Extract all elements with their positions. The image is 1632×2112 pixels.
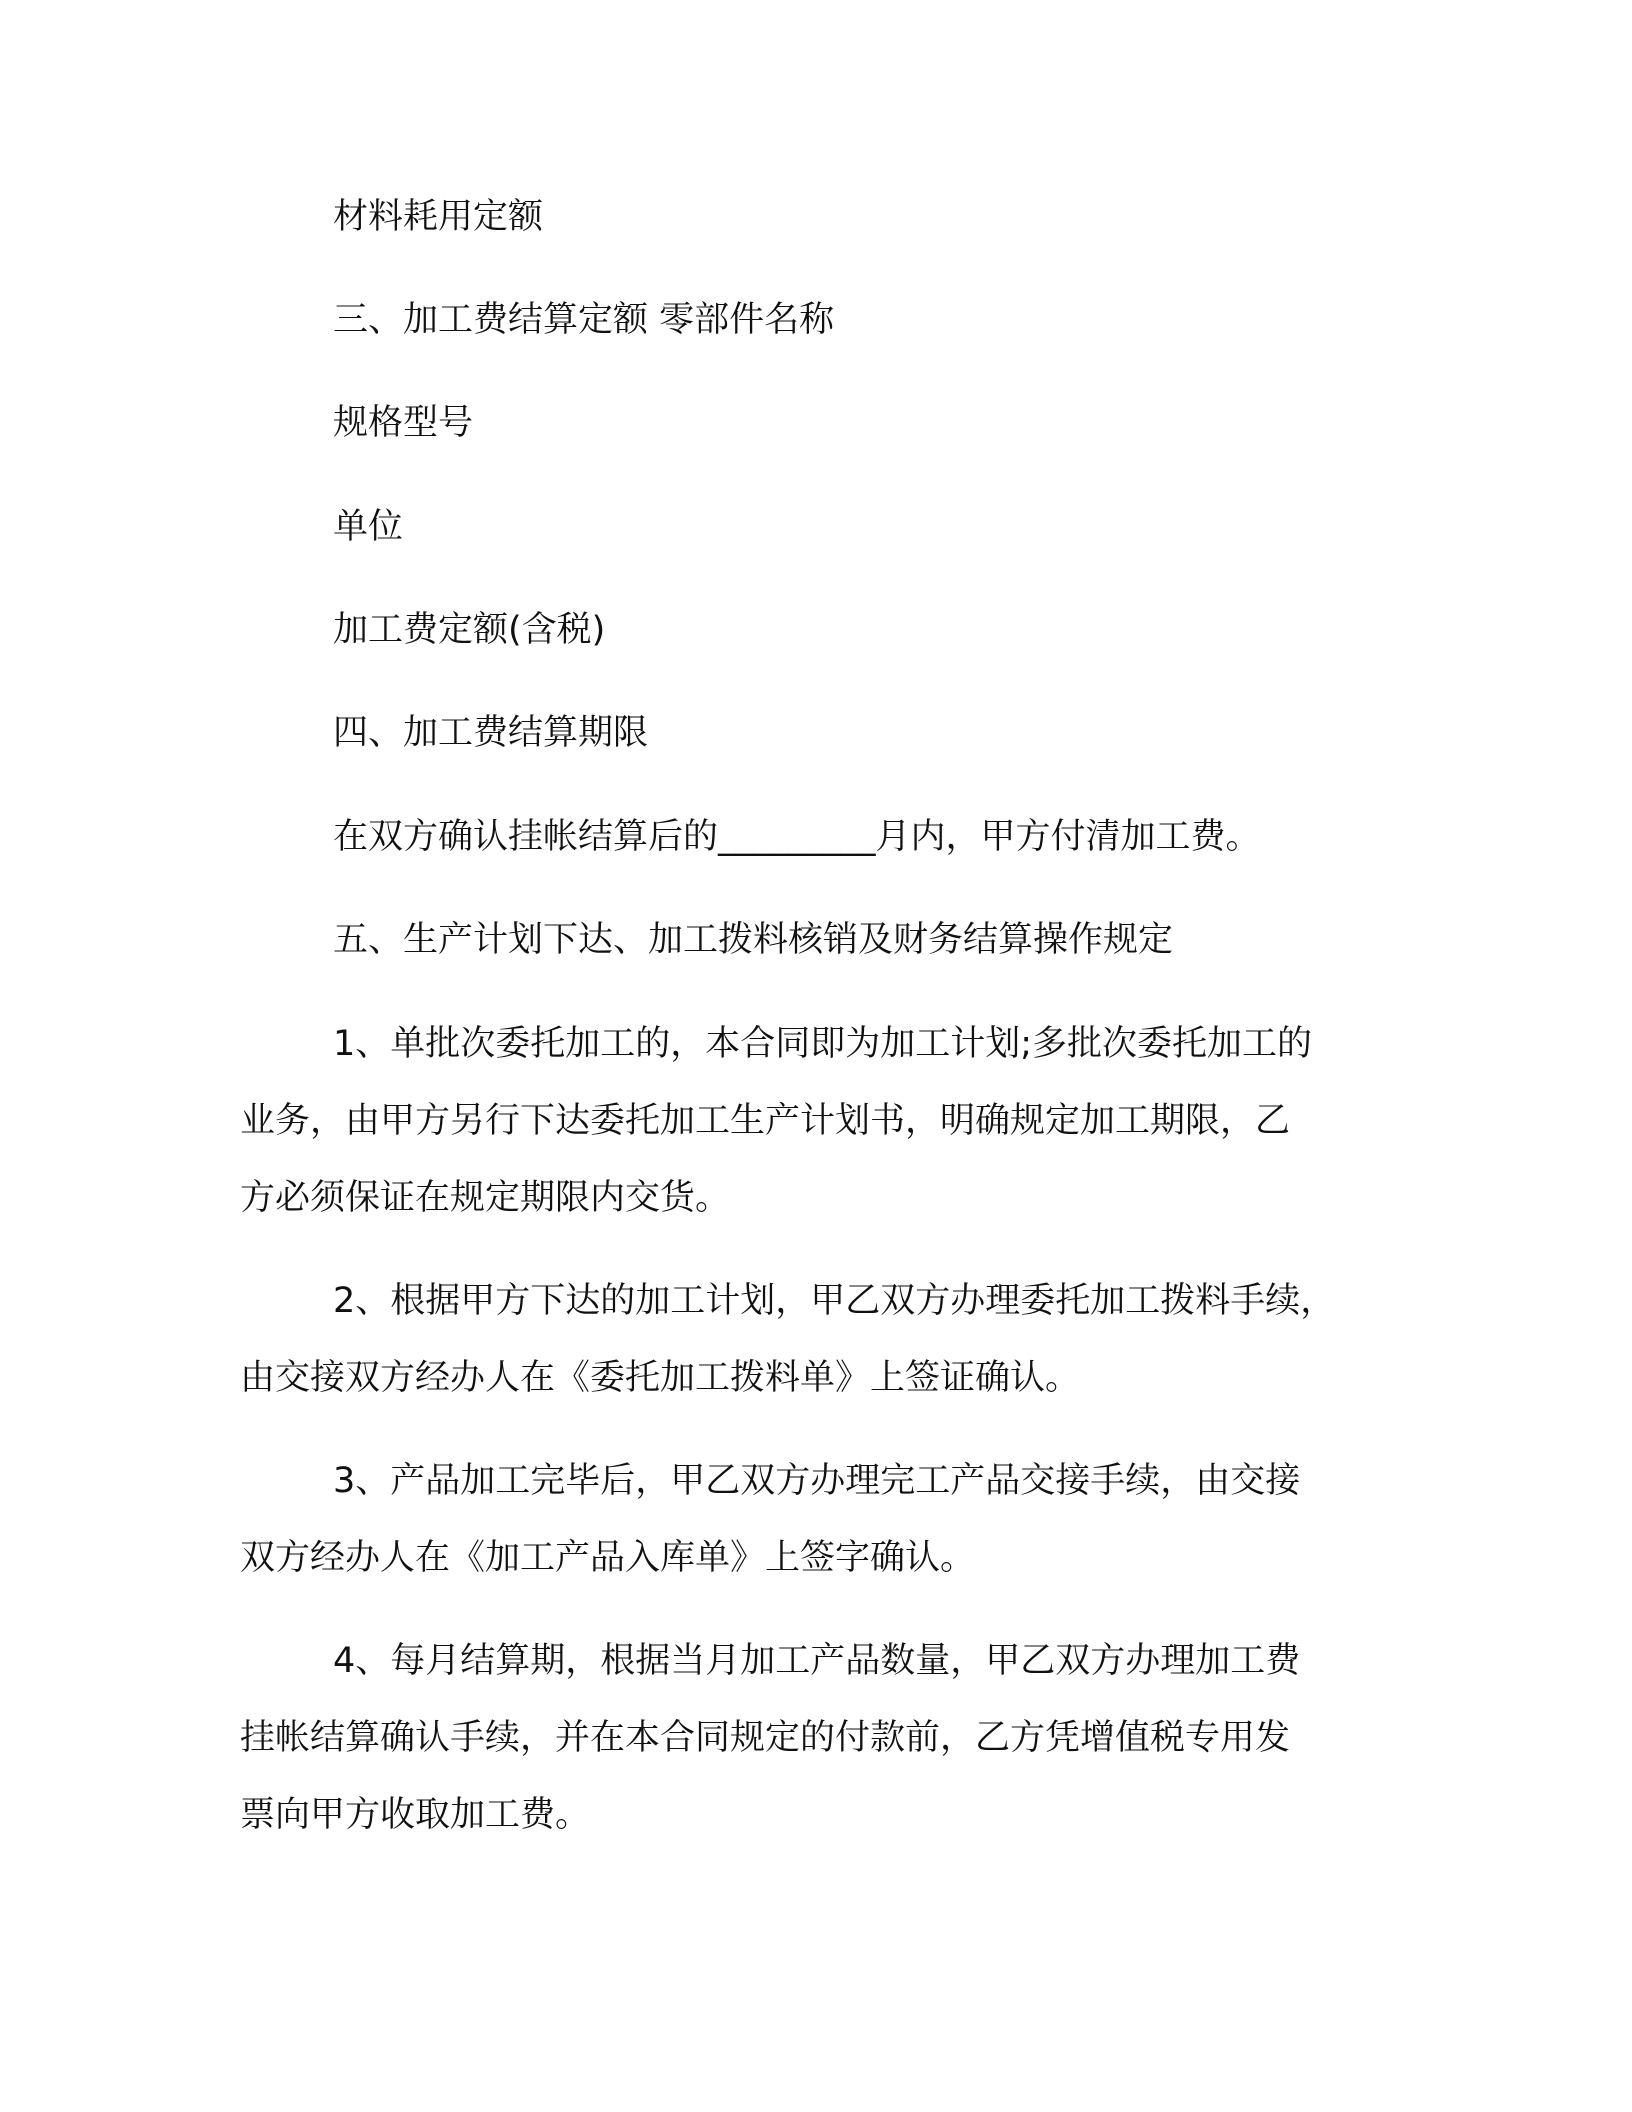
section-three-heading: 三、加工费结算定额 零部件名称 — [333, 300, 835, 340]
paragraph-line: 由交接双方经办人在《委托加工拨料单》上签证确认。 — [240, 1358, 1081, 1398]
label-unit: 单位 — [333, 507, 404, 547]
paragraph-line: 双方经办人在《加工产品入库单》上签字确认。 — [240, 1538, 976, 1578]
paragraph-line: 挂帐结算确认手续，并在本合同规定的付款前，乙方凭增值税专用发 — [240, 1718, 1291, 1758]
paragraph-line: 票向甲方收取加工费。 — [240, 1795, 591, 1835]
section-four-heading: 四、加工费结算期限 — [333, 713, 649, 753]
paragraph-line: 3、产品加工完毕后，甲乙双方办理完工产品交接手续，由交接 — [333, 1461, 1301, 1501]
paragraph-line: 2、根据甲方下达的加工计划，甲乙双方办理委托加工拨料手续， — [333, 1281, 1336, 1321]
paragraph-line: 业务，由甲方另行下达委托加工生产计划书，明确规定加工期限，乙 — [240, 1101, 1291, 1141]
section-five-heading: 五、生产计划下达、加工拨料核销及财务结算操作规定 — [333, 920, 1174, 960]
paragraph-line: 1、单批次委托加工的，本合同即为加工计划;多批次委托加工的 — [333, 1024, 1313, 1064]
paragraph-line: 方必须保证在规定期限内交货。 — [240, 1178, 731, 1218]
paragraph-line: 4、每月结算期，根据当月加工产品数量，甲乙双方办理加工费 — [333, 1641, 1301, 1681]
label-spec-model: 规格型号 — [333, 403, 474, 443]
heading-material-quota: 材料耗用定额 — [333, 197, 544, 237]
settlement-period-text: 在双方确认挂帐结算后的_________月内，甲方付清加工费。 — [333, 817, 1261, 857]
label-processing-fee-quota: 加工费定额(含税) — [333, 610, 606, 650]
